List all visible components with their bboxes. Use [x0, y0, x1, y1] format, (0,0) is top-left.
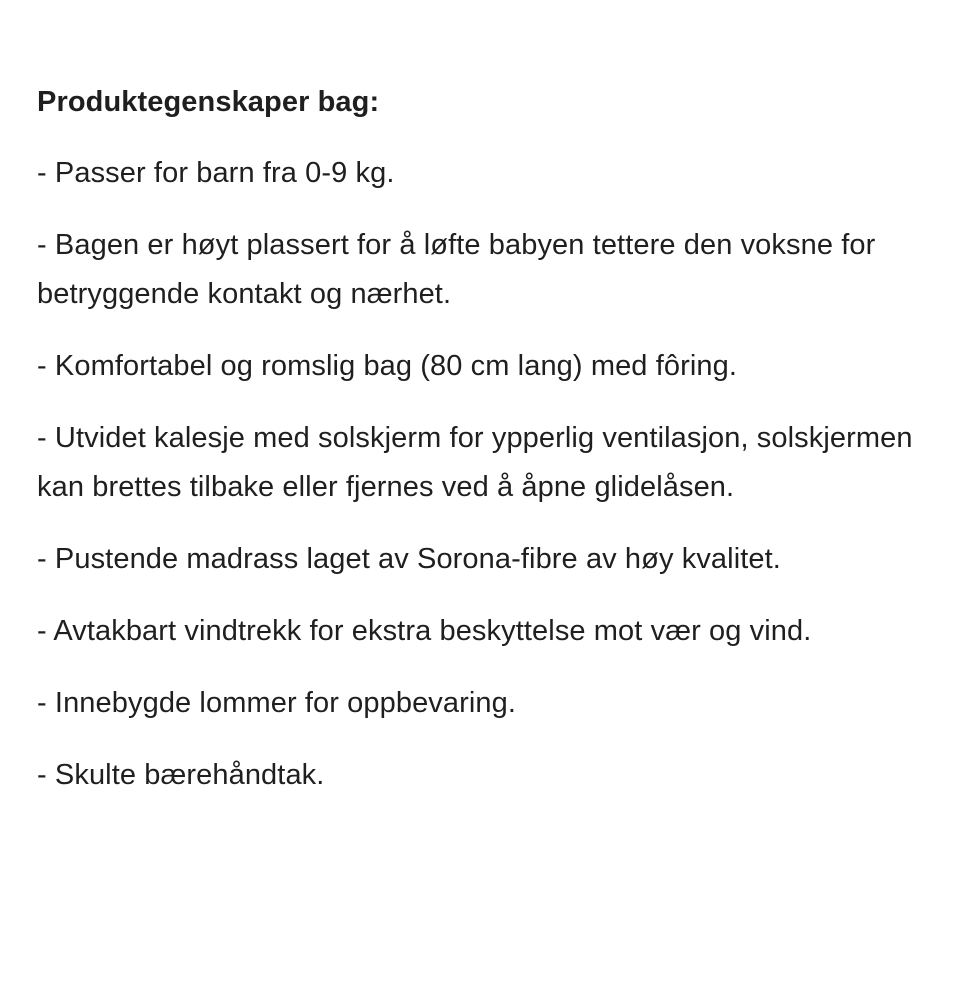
list-item: - Skulte bærehåndtak. [37, 759, 325, 791]
feature-list [37, 126, 937, 800]
list-item: - Pustende madrass laget av Sorona-fibre av høy kvalitet. [37, 543, 781, 575]
list-item: - Utvidet kalesje med solskjerm for ypperlig ventilasjon, solskjermen kan brettes tilbake eller fjernes ved å åpne glidelåsen. [37, 422, 913, 503]
list-item: - Bagen er høyt plassert for å løfte babyen tettere den voksne for betryggende kontakt og nærhet. [37, 229, 876, 310]
list-item: - Passer for barn fra 0-9 kg. [37, 157, 395, 189]
list-item: - Avtakbart vindtrekk for ekstra beskyttelse mot vær og vind. [37, 615, 812, 647]
list-item: - Komfortabel og romslig bag (80 cm lang) med fôring. [37, 350, 737, 382]
product-description [37, 78, 937, 800]
list-item: - Innebygde lommer for oppbevaring. [37, 687, 517, 719]
section-heading: Produktegenskaper bag: [37, 86, 380, 118]
